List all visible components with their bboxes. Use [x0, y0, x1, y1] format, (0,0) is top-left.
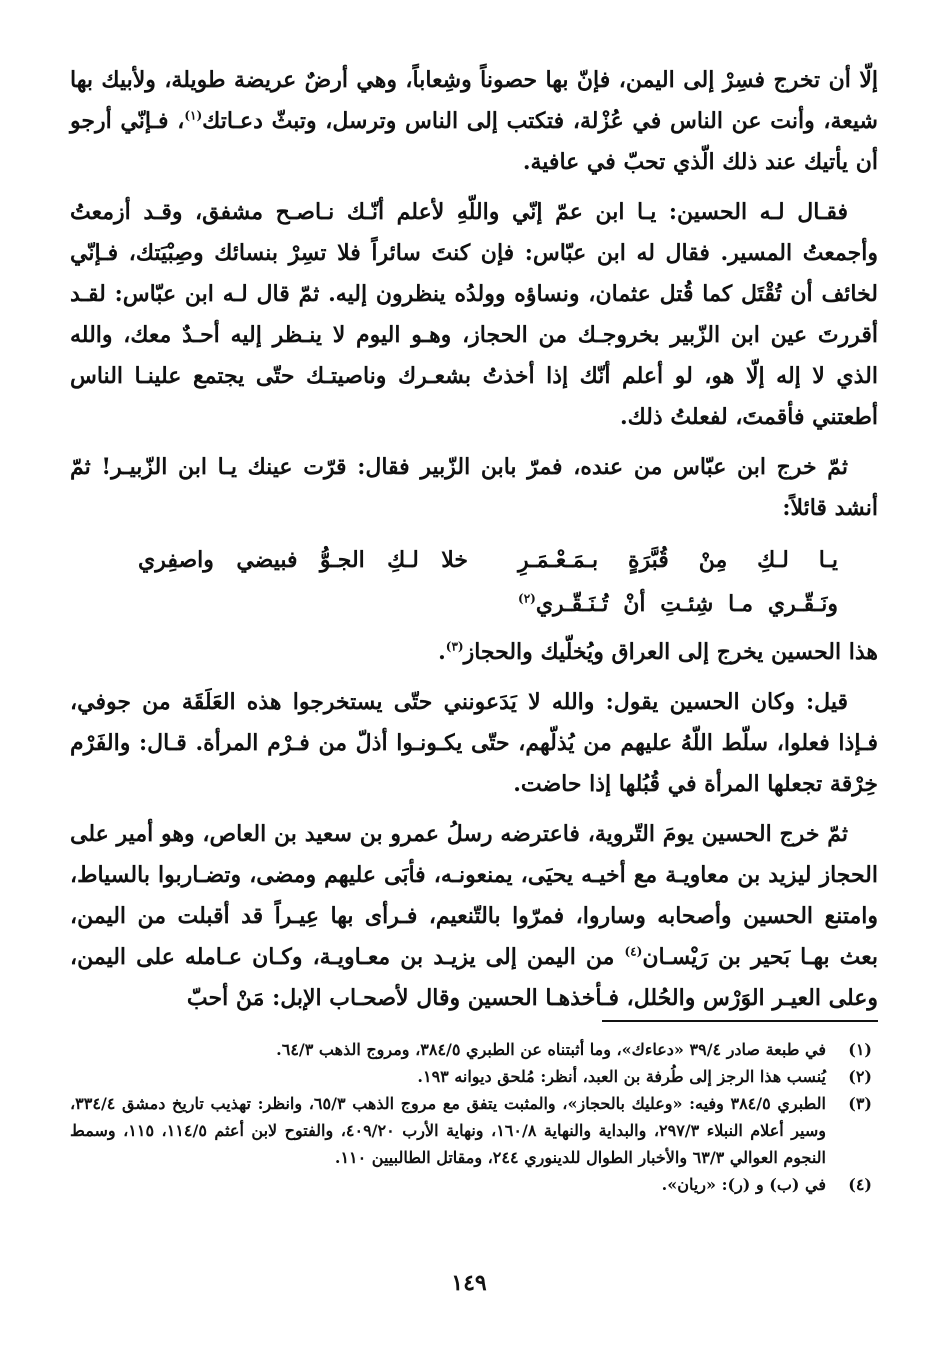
footnote-2: [70, 1063, 878, 1090]
paragraph-6: [70, 814, 878, 1019]
verse-line-1-right: يـا لـكِ مِنْ قُبَّرَةٍ بـمَـعْـمَـرِ: [518, 547, 838, 573]
poem-verse: [70, 538, 878, 626]
footnote-text: يُنسب هذا الرجز إلى طُرفة بن العبد، أنظر: مُلحق ديوانه ١٩٣.: [417, 1067, 826, 1086]
footnote-ref-2[interactable]: (٢): [518, 591, 536, 606]
page-number: ١٤٩: [451, 1270, 487, 1296]
footnotes: [70, 1036, 878, 1198]
main-text: [70, 60, 878, 1028]
paragraph-2: [70, 192, 878, 438]
paragraph-text: ، فـإنّي أرجو أن يأتيك عند ذلك الّذي تحبّ في عافية.: [70, 108, 878, 175]
footnote-ref-3[interactable]: (٣): [445, 639, 464, 654]
footnote-text: في (ب) و (ر): «ريان».: [661, 1175, 826, 1194]
footnote-number: (٢): [848, 1067, 872, 1086]
paragraph-text: فقـال لـه الحسين: يـا ابن عمّ إنّي واللّهِ لأعلم أنّـك نـاصـح مشفق، وقـد أزمعتُ وأجمعتُ المسير. فقال له ابن عبّاس: فإن كنتَ سائراً فلا تسِرْ بنسائك وصِبْيَتك، فـإنّي لخائف أن تُقْتَل كما قُتل عثمان، ونساؤه وولدُه ينظرون إليه. ثمّ قال لـه ابن عبّاس: لقـد أقررتَ عين ابن الزّبير بخروجـك من الحجاز، وهـو اليوم لا ينـظر إليه أحـدٌ معك، والله الذي لا إله إلّا هو، لو أعلم أنّك إذا أخذتُ بشعـرك وناصيتـك حتّى يجتمع علينـا الناس أطعتني فأقمتَ، لفعلتُ ذلك.: [70, 199, 878, 430]
footnote-text: الطبري ٣٨٤/٥ وفيه: «وعليك بالحجاز»، والمثبت يتفق مع مروج الذهب ٦٥/٣، وانظر: تهذيب تاريخ دمشق ٣٣٤/٤، وسير أعلام النبلاء ٢٩٧/٣، والبداية والنهاية ١٦٠/٨، ونهاية الأرب ٤٠٩/٢٠، والفتوح لابن أعثم ١١٤/٥، ١١٥، وسمط النجوم العوالي ٦٣/٣ والأخبار الطوال للدينوري ٢٤٤، ومقاتل الطالبيين ١١٠.: [70, 1094, 827, 1167]
footnote-separator: [602, 1020, 878, 1022]
paragraph-text: من اليمن إلى يزيـد بن معـاويـة، وكـان عـامله على اليمن، وعلى العيـر الوَرْس والحُلل، فـأخذهـا الحسين وقال لأصحـاب الإبل: مَنْ أحبّ: [70, 944, 878, 1011]
paragraph-3: [70, 447, 878, 529]
paragraph-text: .: [438, 639, 446, 665]
paragraph-text: قيل: وكان الحسين يقول: والله لا يَدَعونني حتّى يستخرجوا هذه العَلَقَة من جوفي، فـإذا فعلوا، سلّط اللّهُ عليهم من يُذلّهم، حتّى يكـونـوا أذلّ من فـرْم المرأة. قـال: والفَرْم خِرْقة تجعلها المرأة في قُبُلها إذا حاضت.: [70, 689, 878, 797]
footnote-number: (٤): [848, 1175, 872, 1194]
paragraph-text: ثمّ خرج ابن عبّاس من عنده، فمرّ بابن الزّبير فقال: قرّت عينك يـا ابن الزّبيـر! ثمّ أنشد قائلاً:: [70, 454, 878, 521]
paragraph-4: [70, 632, 878, 673]
footnote-1: [70, 1036, 878, 1063]
paragraph-text: هذا الحسين يخرج إلى العراق ويُخلّيك والحجاز: [463, 639, 878, 665]
verse-line-1-left: خلا لـكِ الجـوُّ فبيضي واصفِري: [138, 547, 468, 573]
footnote-ref-1[interactable]: (١): [184, 108, 203, 123]
verse-line-2-text: ونَـقّـري مـا شِئـتِ أنْ تُـنَـقّـري: [535, 591, 838, 617]
footnote-number: (٣): [848, 1094, 872, 1113]
footnote-3: [70, 1090, 878, 1171]
paragraph-text: ثمّ خرج الحسين يومَ التّروية، فاعترضه رسلُ عمرو بن سعيد بن العاص، وهو أمير على الحجاز ليزيد بن معاويـة مع أخيـه يحيَى، يمنعونـه، فأبَى عليهم ومضى، وتضـاربوا بالسياط، وامتنع الحسين وأصحابه وساروا، فمرّوا بالتّنعيم، فـرأى بها عِيـراً قد أقبلت من اليمن، بعث بهـا بَحير بن رَيْسـان: [70, 821, 878, 970]
footnote-4: [70, 1171, 878, 1198]
footnote-ref-4[interactable]: (٤): [624, 944, 643, 959]
footnote-text: في طبعة صادر ٣٩/٤ «دعاءك»، وما أثبتناه عن الطبري ٣٨٤/٥، ومروج الذهب ٦٤/٣.: [276, 1040, 826, 1059]
footnote-number: (١): [848, 1040, 872, 1059]
paragraph-5: [70, 682, 878, 805]
paragraph-text: إلّا أن تخرج فسِرْ إلى اليمن، فإنّ بها حصوناً وشِعاباً، وهي أرضٌ عريضة طويلة، ولأبيك بها شيعة، وأنت عن الناس في عُزْلة، فتكتب إلى الناس وترسل، وتبثّ دعـاتك: [70, 67, 878, 134]
paragraph-1: [70, 60, 878, 183]
verse-line-2: [518, 582, 838, 626]
